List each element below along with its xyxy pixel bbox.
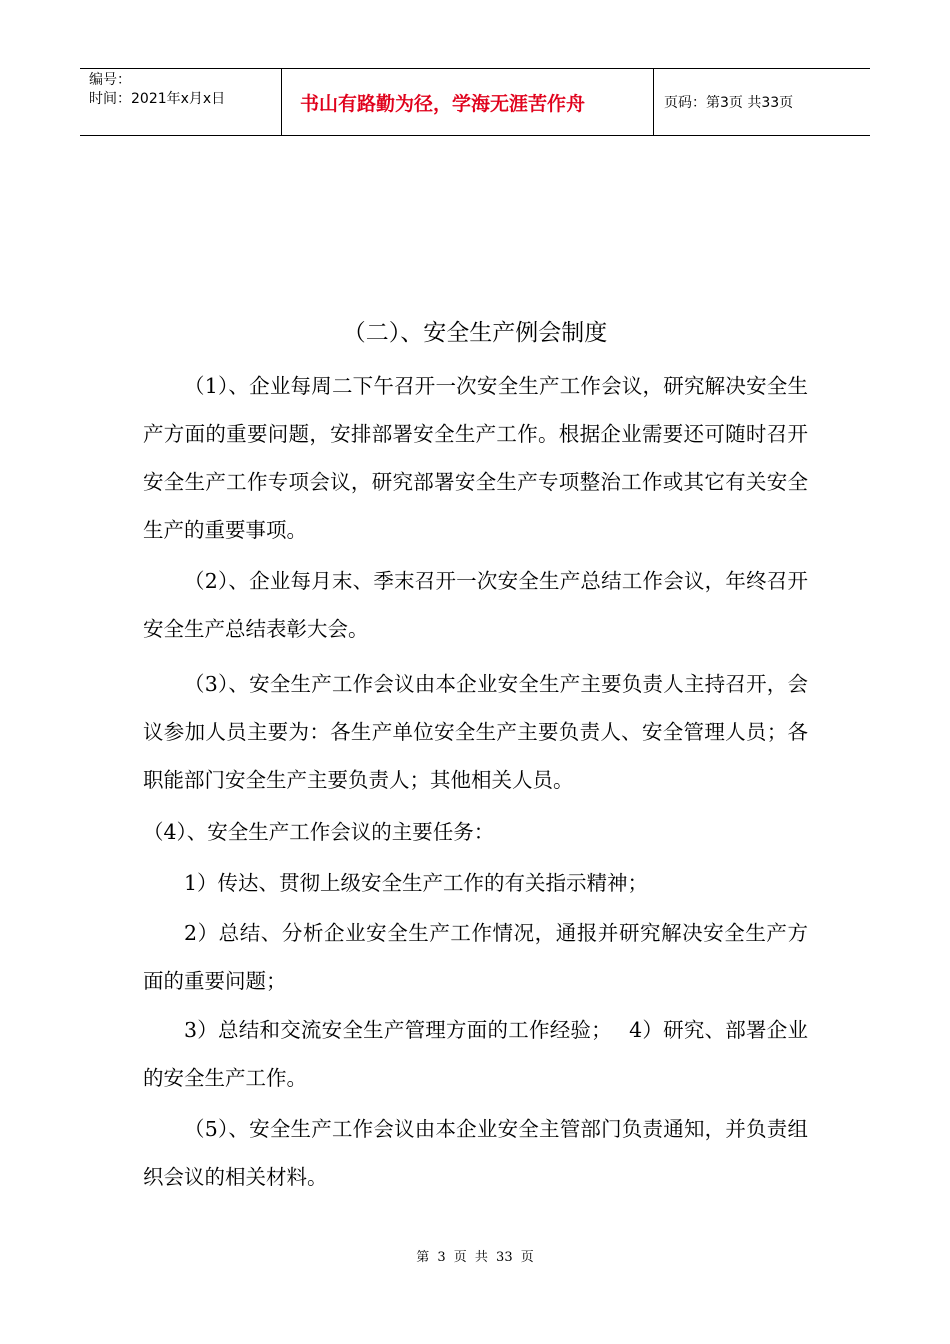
document-number-label: 编号： [89,72,131,88]
paragraph-2: （2）、企业每月末、季末召开一次安全生产总结工作会议，年终召开安全生产总结表彰大会。 [143,569,808,641]
header-meta [80,69,282,135]
paragraph-3: （3）、安全生产工作会议由本企业安全生产主要负责人主持召开，会议参加人员主要为：各生产单位安全生产主要负责人、安全管理人员；各职能部门安全生产主要负责人；其他相关人员。 [143,672,808,792]
header-motto: 书山有路勤为径，学海无涯苦作舟 [282,69,654,135]
header-page-info: 页码：第3页 共33页 [664,95,794,111]
paragraph-4: （4）、安全生产工作会议的主要任务： [143,820,495,844]
paragraph-1: （1）、企业每周二下午召开一次安全生产工作会议，研究解决安全生产方面的重要问题，安排部署安全生产工作。根据企业需要还可随时召开安全生产工作专项会议，研究部署安全生产专项整治工作或其它有关安全生产的重要事项。 [143,374,808,542]
document-time-label: 时间：2021年x月x日 [89,91,226,107]
task-item-1: 1）传达、贯彻上级安全生产工作的有关指示精神； [184,871,649,895]
task-item-2: 2）总结、分析企业安全生产工作情况，通报并研究解决安全生产方面的重要问题； [143,921,808,993]
page-header [80,68,870,136]
section-title: （二）、安全生产例会制度 [342,320,608,346]
task-item-3-4: 3）总结和交流安全生产管理方面的工作经验； 4）研究、部署企业的安全生产工作。 [143,1018,808,1090]
paragraph-5: （5）、安全生产工作会议由本企业安全主管部门负责通知，并负责组织会议的相关材料。 [143,1117,808,1189]
page-footer: 第 3 页 共 33 页 [416,1250,534,1265]
